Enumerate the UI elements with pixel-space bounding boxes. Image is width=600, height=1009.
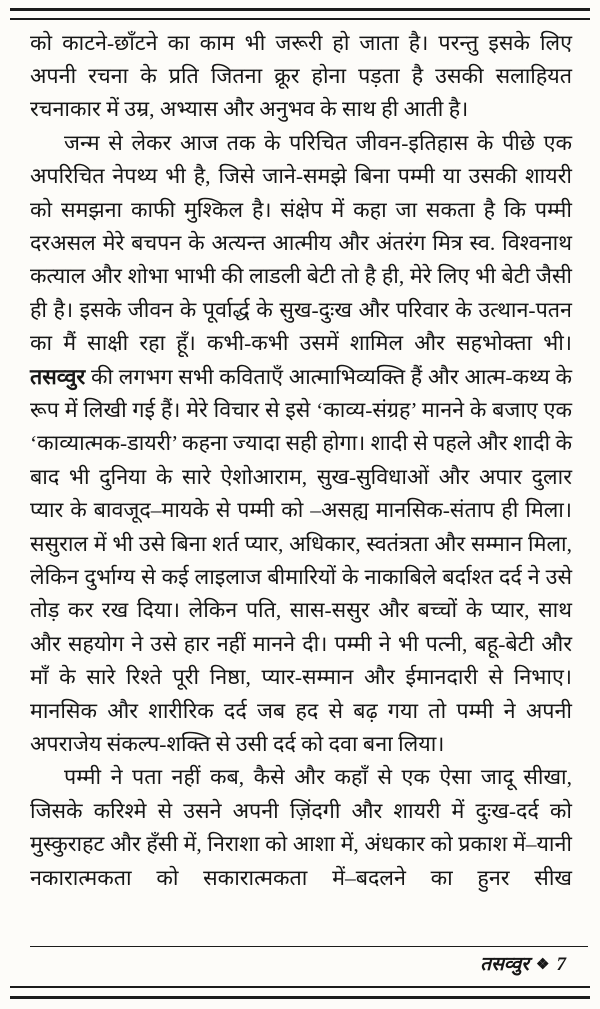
page-body	[0, 20, 600, 946]
paragraph-3: पम्मी ने पता नहीं कब, कैसे और कहाँ से एक ऐसा जादू सीखा, जिसके करिश्मे से उसने अपनी ज़िंदगी और शायरी में दुःख-दर्द को मुस्कुराहट और हँसी में, निराशा को आशा में, अंधकार को प्रकाश में–यानी नकारात्मकता को सकारात्मकता में–बदलने का हुनर सीख	[30, 765, 572, 890]
top-border	[0, 0, 600, 20]
page-number: 7	[556, 954, 566, 976]
paragraph-2	[30, 127, 572, 762]
page-footer	[0, 946, 600, 1009]
bottom-border-thin-rule	[10, 986, 590, 988]
paragraph-2-text-pre: जन्म से लेकर आज तक के परिचित जीवन-इतिहास के पीछे एक अपरिचित नेपथ्य भी है, जिसे जाने-समझे बिना पम्मी या उसकी शायरी को समझना काफी मुश्किल है। संक्षेप में कहा जा सकता है कि पम्मी दरअसल मेरे बचपन के अत्यन्त आत्मीय और अंतरंग मित्र स्व. विश्वनाथ कत्याल और शोभा भाभी की लाडली बेटी तो है ही, मेरे लिए भी बेटी जैसी ही है। इसके जीवन के पूर्वार्द्ध के सुख-दुःख और परिवार के उत्थान-पतन का मैं साक्षी रहा हूँ। कभी-कभी उसमें शामिल और सहभोक्ता भी।	[30, 130, 572, 356]
paragraph-2-text-post: की लगभग सभी कविताएँ आत्माभिव्यक्ति हैं और आत्म-कथ्य के रूप में लिखी गई हैं। मेरे विचार से इसे ‘काव्य-संग्रह’ मानने के बजाए एक ‘काव्यात्मक-डायरी’ कहना ज्यादा सही होगा। शादी से पहले और शादी के बाद भी दुनिया के सारे ऐशोआराम, सुख-सुविधाओं और अपार दुलार प्यार के बावजूद–मायके से पम्मी को –असह्य मानसिक-संताप ही मिला। ससुराल में भी उसे बिना शर्त प्यार, अधिकार, स्वतंत्रता और सम्मान मिला, लेकिन दुर्भाग्य से कई लाइलाज बीमारियों के नाकाबिले बर्दाश्त दर्द ने उसे तोड़ कर रख दिया। लेकिन पति, सास-ससुर और बच्चों के प्यार, साथ और सहयोग ने उसे हार नहीं मानने दी। पम्मी ने भी पत्नी, बहू-बेटी और माँ के सारे रिश्ते पूरी निष्ठा, प्यार-सम्मान और ईमानदारी से निभाए। मानसिक और शारीरिक दर्द जब हद से बढ़ गया तो पम्मी ने अपनी अपराजेय संकल्प-शक्ति से उसी दर्द को दवा बना लिया।	[30, 364, 572, 757]
paragraph-1: को काटने-छाँटने का काम भी जरूरी हो जाता है। परन्तु इसके लिए अपनी रचना के प्रति जितना क्रूर होना पड़ता है उसकी सलाहियत रचनाकार में उम्र, अभ्यास और अनुभव के साथ ही आती है।	[30, 30, 572, 122]
bottom-border-thick-rule	[10, 996, 590, 999]
footer-book-title: तसव्वुर	[480, 954, 530, 976]
running-footer	[0, 947, 600, 986]
top-border-thick-rule	[10, 8, 590, 11]
diamond-icon: ❖	[536, 957, 550, 974]
paragraph-2-bold-title: तसव्वुर	[30, 364, 86, 389]
